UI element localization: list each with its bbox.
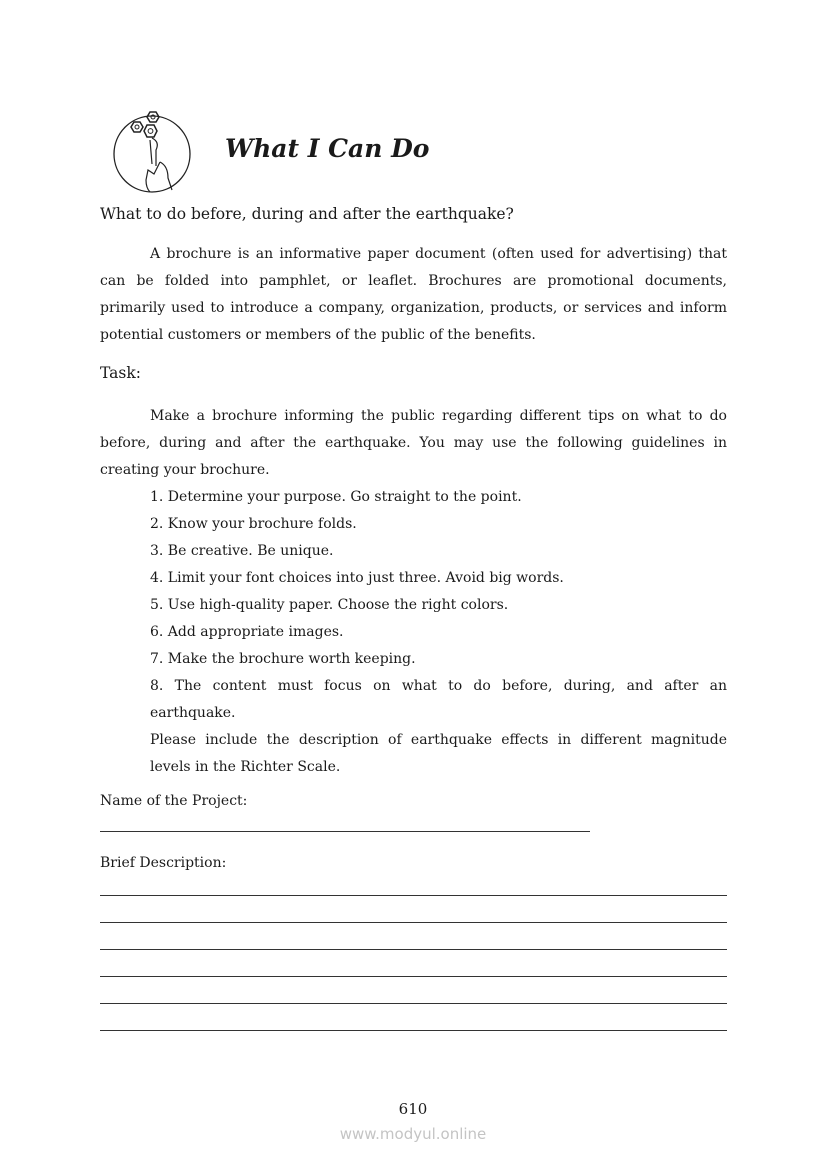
page-number: 610 [398,1100,428,1118]
hand-holding-nuts-icon [112,108,196,196]
project-name-label: Name of the Project: [100,793,248,809]
description-line[interactable] [100,1003,727,1004]
list-item: 3. Be creative. Be unique. [150,543,334,559]
list-item: 8. The content must focus on what to do before, during, and after an earthquake. [150,678,727,721]
intro-paragraph: A brochure is an informative paper document (often used for advertising) that can be folded into pamphlet, or leaflet. Brochures are promotional documents, primarily used to introduce a company, organization, products, or services and inform potential customers or members of the public of the benefits. [100,246,727,343]
task-label: Task: [100,364,141,382]
list-item: 5. Use high-quality paper. Choose the right colors. [150,597,509,613]
list-item: 2. Know your brochure folds. [150,516,357,532]
project-name-line[interactable] [100,831,590,832]
description-line[interactable] [100,922,727,923]
list-item: 7. Make the brochure worth keeping. [150,651,416,667]
list-item: 6. Add appropriate images. [150,624,344,640]
list-item: 1. Determine your purpose. Go straight to the point. [150,489,522,505]
description-line[interactable] [100,949,727,950]
list-item: 4. Limit your font choices into just three. Avoid big words. [150,570,564,586]
list-item: Please include the description of earthquake effects in different magnitude levels in the Richter Scale. [150,732,727,775]
section-title: What I Can Do [225,134,430,163]
watermark: www.modyul.online [339,1125,487,1143]
description-line[interactable] [100,1030,727,1031]
guiding-question: What to do before, during and after the earthquake? [100,205,514,223]
description-line[interactable] [100,895,727,896]
guidelines-list [100,484,727,781]
task-paragraph: Make a brochure informing the public regarding different tips on what to do before, during and after the earthquake. You may use the following guidelines in creating your brochure. [100,408,727,478]
description-line[interactable] [100,976,727,977]
description-label: Brief Description: [100,855,227,871]
